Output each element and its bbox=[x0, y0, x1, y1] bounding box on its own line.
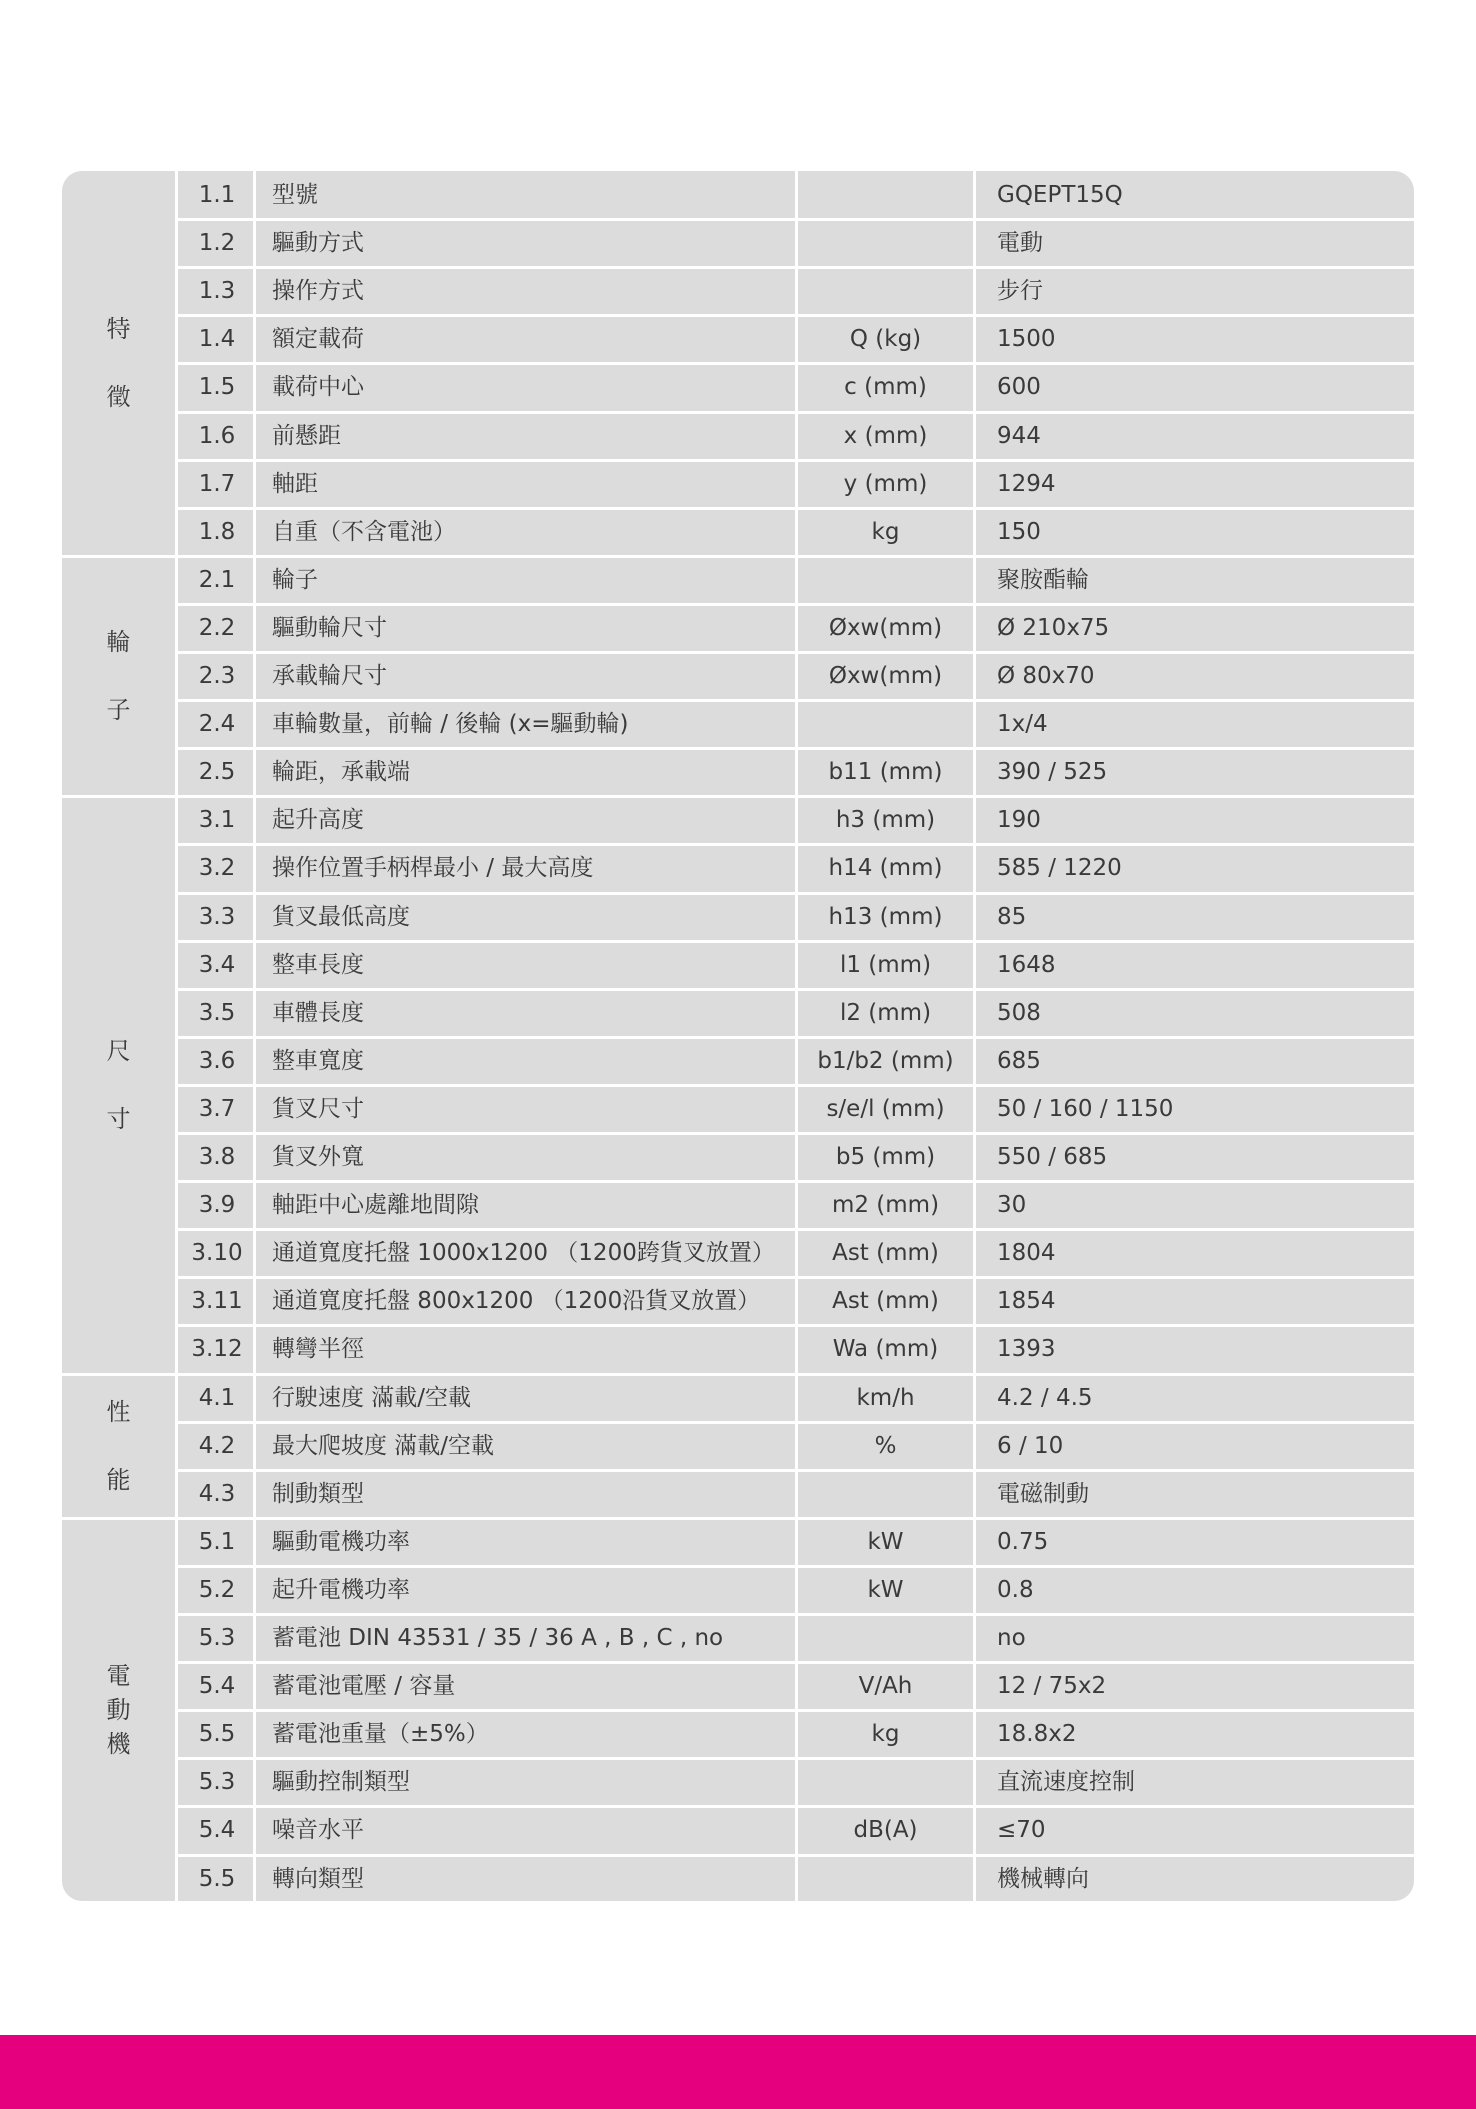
spec-item: 操作位置手柄桿最小 / 最大高度 bbox=[272, 855, 594, 882]
spec-unit: kW bbox=[867, 1576, 904, 1603]
spec-number: 5.4 bbox=[198, 1673, 236, 1700]
spec-unit: h3 (mm) bbox=[835, 807, 936, 834]
spec-value: 685 bbox=[997, 1047, 1041, 1074]
spec-item: 噪音水平 bbox=[272, 1817, 364, 1844]
spec-number: 3.2 bbox=[198, 855, 236, 882]
spec-item: 輪距，承載端 bbox=[272, 759, 410, 786]
spec-value: 30 bbox=[997, 1192, 1027, 1219]
spec-value: 508 bbox=[997, 999, 1041, 1026]
spec-item: 輪子 bbox=[272, 566, 318, 593]
spec-unit bbox=[798, 1614, 973, 1662]
spec-item: 貨叉外寬 bbox=[272, 1144, 364, 1170]
spec-unit: Wa (mm) bbox=[832, 1336, 939, 1363]
spec-unit: kW bbox=[867, 1528, 904, 1555]
group-label bbox=[62, 1374, 175, 1518]
spec-item: 起升高度 bbox=[272, 807, 364, 834]
spec-item: 制動類型 bbox=[272, 1480, 364, 1507]
spec-value: 1500 bbox=[997, 326, 1056, 353]
spec-value: 直流速度控制 bbox=[997, 1769, 1135, 1796]
group-label bbox=[62, 171, 175, 556]
spec-number: 5.2 bbox=[198, 1576, 236, 1603]
spec-unit: l1 (mm) bbox=[839, 951, 932, 978]
spec-value: 85 bbox=[997, 903, 1027, 930]
spec-item: 蓄電池 DIN 43531 / 35 / 36 A , B , C , no bbox=[272, 1625, 724, 1651]
group-label-text: 性 能 bbox=[106, 1397, 131, 1494]
spec-value: Ø 210x75 bbox=[997, 614, 1110, 641]
spec-number: 2.5 bbox=[198, 759, 236, 786]
spec-item: 自重（不含電池） bbox=[272, 518, 456, 545]
group-label bbox=[62, 556, 175, 797]
spec-value: 585 / 1220 bbox=[997, 855, 1122, 882]
spec-item: 軸距中心處離地間隙 bbox=[272, 1192, 479, 1219]
spec-unit: b11 (mm) bbox=[828, 759, 943, 786]
spec-number: 1.6 bbox=[198, 422, 236, 449]
spec-number: 3.8 bbox=[198, 1144, 236, 1170]
spec-number: 4.2 bbox=[198, 1432, 236, 1459]
spec-number: 1.1 bbox=[198, 182, 236, 208]
spec-value: Ø 80x70 bbox=[997, 663, 1095, 689]
spec-value: 600 bbox=[997, 374, 1041, 401]
spec-unit: kg bbox=[871, 1721, 900, 1748]
spec-value: 0.8 bbox=[997, 1576, 1034, 1603]
spec-item: 整車長度 bbox=[272, 951, 364, 978]
spec-unit: Ast (mm) bbox=[832, 1240, 939, 1267]
spec-number: 2.1 bbox=[198, 566, 236, 593]
spec-value: 1393 bbox=[997, 1336, 1056, 1363]
spec-value: 電動 bbox=[997, 230, 1043, 257]
spec-number: 5.3 bbox=[198, 1625, 236, 1651]
group-label-text: 輪 子 bbox=[106, 628, 131, 725]
spec-item: 車體長度 bbox=[272, 999, 364, 1026]
spec-unit: y (mm) bbox=[843, 470, 928, 497]
spec-number: 1.8 bbox=[198, 518, 236, 545]
spec-item: 蓄電池電壓 / 容量 bbox=[272, 1673, 456, 1700]
spec-number: 3.5 bbox=[198, 999, 236, 1026]
spec-table bbox=[62, 171, 1414, 1901]
spec-number: 4.1 bbox=[198, 1384, 236, 1411]
spec-unit bbox=[798, 171, 973, 219]
spec-number: 2.4 bbox=[198, 711, 236, 738]
group-label bbox=[62, 1518, 175, 1901]
spec-value: 0.75 bbox=[997, 1528, 1049, 1555]
spec-item: 額定載荷 bbox=[272, 326, 364, 353]
spec-number: 5.5 bbox=[198, 1865, 236, 1892]
spec-number: 3.6 bbox=[198, 1047, 236, 1074]
spec-item: 貨叉尺寸 bbox=[272, 1095, 364, 1122]
row-divider bbox=[175, 411, 1414, 414]
spec-unit bbox=[798, 1758, 973, 1806]
spec-value: 18.8x2 bbox=[997, 1721, 1077, 1748]
group-label-text: 電 動 機 bbox=[106, 1662, 131, 1759]
spec-value: 機械轉向 bbox=[997, 1865, 1089, 1892]
spec-item: 通道寬度托盤 800x1200 （1200沿貨叉放置） bbox=[272, 1288, 761, 1315]
spec-unit bbox=[798, 267, 973, 315]
group-label bbox=[62, 796, 175, 1373]
spec-value: ≤70 bbox=[997, 1817, 1046, 1844]
spec-number: 4.3 bbox=[198, 1480, 236, 1507]
spec-value: 電磁制動 bbox=[997, 1480, 1089, 1507]
spec-value: GQEPT15Q bbox=[997, 182, 1123, 208]
spec-number: 5.4 bbox=[198, 1817, 236, 1844]
spec-number: 3.12 bbox=[191, 1336, 243, 1363]
spec-number: 5.5 bbox=[198, 1721, 236, 1748]
spec-value: 50 / 160 / 1150 bbox=[997, 1095, 1174, 1122]
spec-item: 前懸距 bbox=[272, 422, 341, 449]
spec-item: 承載輪尺寸 bbox=[272, 663, 387, 689]
spec-item: 轉向類型 bbox=[272, 1865, 364, 1892]
spec-number: 1.5 bbox=[198, 374, 236, 401]
spec-unit bbox=[798, 700, 973, 748]
spec-unit: x (mm) bbox=[843, 422, 928, 449]
spec-item: 最大爬坡度 滿載/空載 bbox=[272, 1432, 495, 1459]
spec-number: 5.3 bbox=[198, 1769, 236, 1796]
spec-item: 驅動電機功率 bbox=[272, 1528, 410, 1555]
spec-value: 190 bbox=[997, 807, 1041, 834]
spec-item: 蓄電池重量（±5%） bbox=[272, 1721, 489, 1748]
row-divider bbox=[175, 459, 1414, 462]
spec-unit: c (mm) bbox=[844, 374, 927, 401]
spec-value: 1x/4 bbox=[997, 711, 1048, 738]
spec-item: 型號 bbox=[272, 182, 318, 208]
spec-value: 聚胺酯輪 bbox=[997, 566, 1089, 593]
spec-unit: dB(A) bbox=[853, 1817, 918, 1844]
group-label-text: 尺 寸 bbox=[106, 1036, 131, 1133]
spec-unit: Øxw(mm) bbox=[828, 663, 943, 689]
spec-value: 390 / 525 bbox=[997, 759, 1108, 786]
spec-value: 1648 bbox=[997, 951, 1056, 978]
spec-number: 3.11 bbox=[191, 1288, 243, 1315]
spec-unit: Q (kg) bbox=[849, 326, 922, 353]
spec-number: 3.10 bbox=[191, 1240, 243, 1267]
spec-number: 3.4 bbox=[198, 951, 236, 978]
spec-unit: b1/b2 (mm) bbox=[817, 1047, 954, 1074]
spec-number: 1.2 bbox=[198, 230, 236, 257]
spec-number: 1.4 bbox=[198, 326, 236, 353]
row-divider bbox=[175, 555, 1414, 558]
spec-unit: h13 (mm) bbox=[828, 903, 943, 930]
spec-number: 3.3 bbox=[198, 903, 236, 930]
spec-unit: % bbox=[874, 1432, 897, 1459]
spec-item: 軸距 bbox=[272, 470, 318, 497]
spec-value: 550 / 685 bbox=[997, 1144, 1108, 1170]
spec-value: 12 / 75x2 bbox=[997, 1673, 1107, 1700]
spec-value: 150 bbox=[997, 518, 1041, 545]
spec-item: 行駛速度 滿載/空載 bbox=[272, 1384, 472, 1411]
spec-number: 5.1 bbox=[198, 1528, 236, 1555]
brand-accent-bar bbox=[0, 2035, 1476, 2109]
spec-number: 2.3 bbox=[198, 663, 236, 689]
spec-value: 步行 bbox=[997, 278, 1043, 305]
spec-value: 1294 bbox=[997, 470, 1056, 497]
spec-unit: b5 (mm) bbox=[835, 1144, 936, 1170]
spec-value: 1804 bbox=[997, 1240, 1056, 1267]
spec-number: 1.3 bbox=[198, 278, 236, 305]
spec-unit: h14 (mm) bbox=[828, 855, 943, 882]
spec-value: 4.2 / 4.5 bbox=[997, 1384, 1093, 1411]
spec-item: 通道寬度托盤 1000x1200 （1200跨貨叉放置） bbox=[272, 1240, 775, 1267]
spec-value: no bbox=[997, 1625, 1026, 1651]
spec-item: 整車寬度 bbox=[272, 1047, 364, 1074]
spec-unit: m2 (mm) bbox=[831, 1192, 940, 1219]
spec-item: 操作方式 bbox=[272, 278, 364, 305]
spec-item: 驅動輪尺寸 bbox=[272, 614, 387, 641]
spec-value: 1854 bbox=[997, 1288, 1056, 1315]
spec-number: 3.7 bbox=[198, 1095, 236, 1122]
group-label-text: 特 徵 bbox=[106, 315, 131, 412]
spec-unit: kg bbox=[871, 518, 900, 545]
spec-item: 驅動控制類型 bbox=[272, 1769, 410, 1796]
spec-number: 3.9 bbox=[198, 1192, 236, 1219]
spec-unit bbox=[798, 219, 973, 267]
spec-value: 944 bbox=[997, 422, 1041, 449]
spec-unit bbox=[798, 1855, 973, 1902]
spec-item: 轉彎半徑 bbox=[272, 1336, 364, 1363]
spec-item: 驅動方式 bbox=[272, 230, 364, 257]
spec-number: 3.1 bbox=[198, 807, 236, 834]
spec-unit: s/e/l (mm) bbox=[826, 1095, 945, 1122]
spec-unit: km/h bbox=[856, 1384, 915, 1411]
spec-unit: Ast (mm) bbox=[832, 1288, 939, 1315]
spec-item: 車輪數量，前輪 / 後輪 (x=驅動輪) bbox=[272, 711, 629, 738]
spec-unit: Øxw(mm) bbox=[828, 614, 943, 641]
spec-unit bbox=[798, 1470, 973, 1518]
spec-unit bbox=[798, 556, 973, 604]
spec-item: 載荷中心 bbox=[272, 374, 364, 401]
spec-number: 1.7 bbox=[198, 470, 236, 497]
spec-number: 2.2 bbox=[198, 614, 236, 641]
spec-item: 貨叉最低高度 bbox=[272, 903, 410, 930]
spec-unit: l2 (mm) bbox=[839, 999, 932, 1026]
spec-value: 6 / 10 bbox=[997, 1432, 1064, 1459]
spec-unit: V/Ah bbox=[858, 1673, 913, 1700]
spec-item: 起升電機功率 bbox=[272, 1576, 410, 1603]
